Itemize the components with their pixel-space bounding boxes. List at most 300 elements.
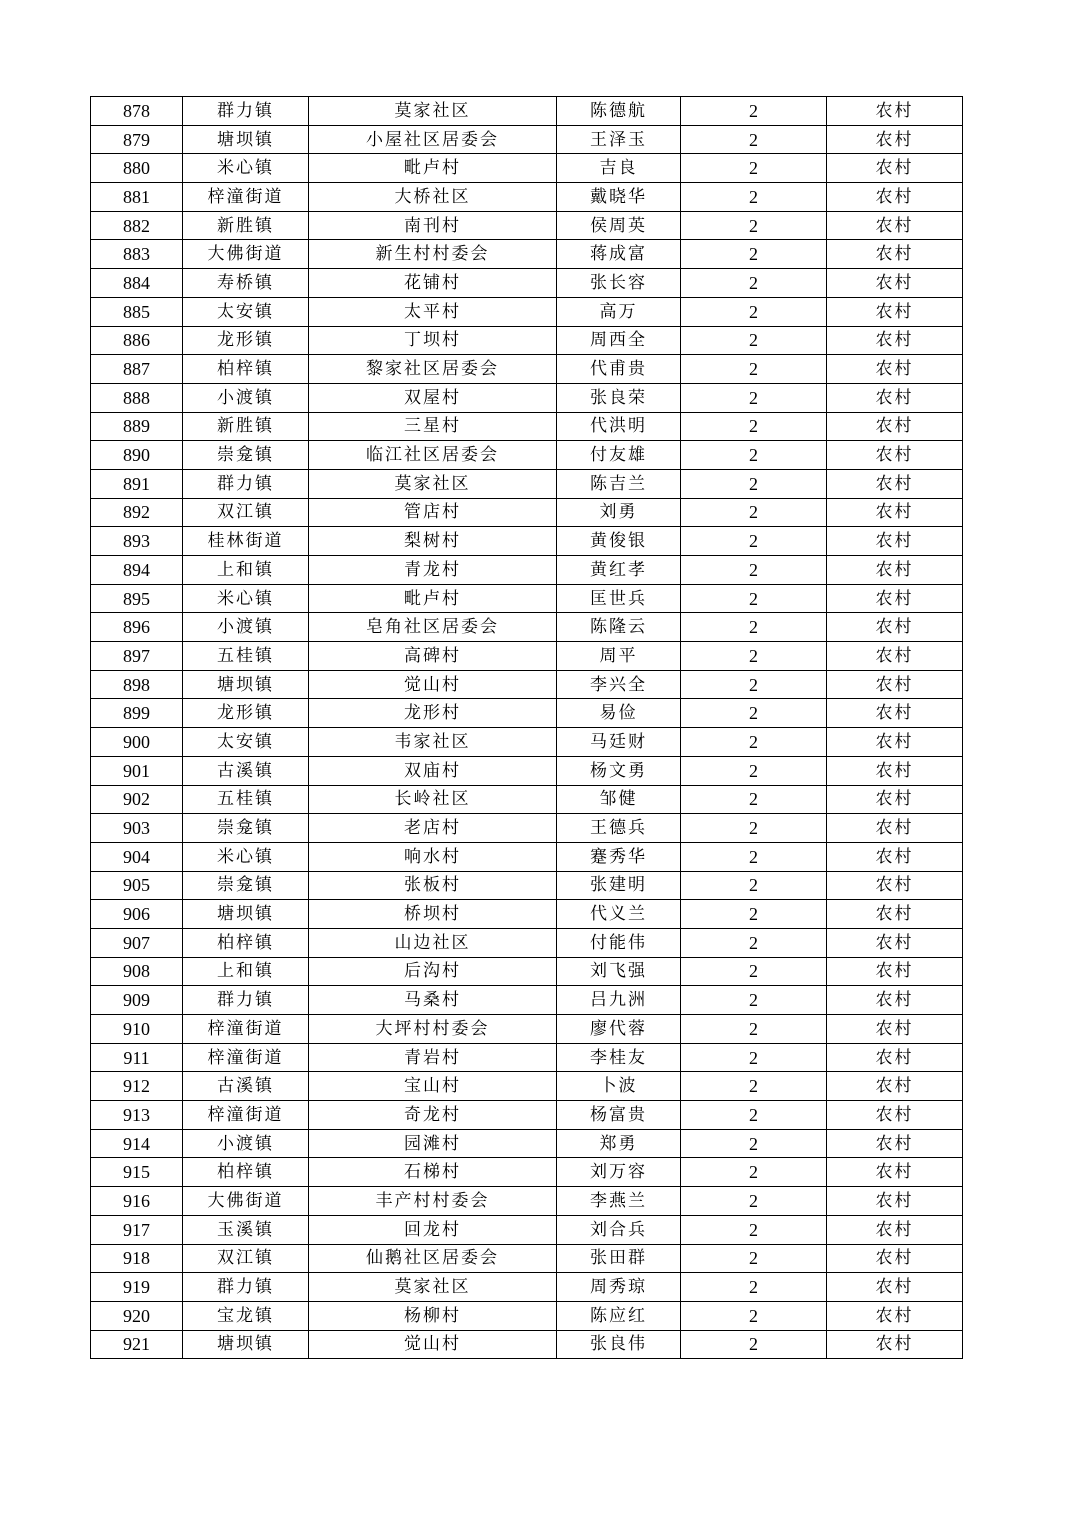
area-type-cell: 农村 — [827, 556, 963, 585]
table-row — [91, 125, 963, 154]
village-cell: 石梯村 — [309, 1158, 557, 1187]
village-cell: 张板村 — [309, 871, 557, 900]
person-name-cell: 刘勇 — [557, 498, 681, 527]
sequence-number-cell: 912 — [91, 1072, 183, 1101]
town-cell: 塘坝镇 — [183, 1330, 309, 1359]
person-name-cell: 杨文勇 — [557, 756, 681, 785]
table-row — [91, 1043, 963, 1072]
town-cell: 塘坝镇 — [183, 670, 309, 699]
town-cell: 梓潼街道 — [183, 1101, 309, 1130]
village-cell: 梨树村 — [309, 527, 557, 556]
area-type-cell: 农村 — [827, 1158, 963, 1187]
area-type-cell: 农村 — [827, 756, 963, 785]
table-row — [91, 240, 963, 269]
village-cell: 莫家社区 — [309, 1273, 557, 1302]
table-row — [91, 699, 963, 728]
area-type-cell: 农村 — [827, 269, 963, 298]
person-name-cell: 代洪明 — [557, 412, 681, 441]
town-cell: 塘坝镇 — [183, 900, 309, 929]
area-type-cell: 农村 — [827, 1015, 963, 1044]
sequence-number-cell: 880 — [91, 154, 183, 183]
person-name-cell: 刘合兵 — [557, 1215, 681, 1244]
sequence-number-cell: 905 — [91, 871, 183, 900]
table-row — [91, 527, 963, 556]
household-count-cell: 2 — [681, 928, 827, 957]
town-cell: 大佛街道 — [183, 1187, 309, 1216]
village-cell: 双庙村 — [309, 756, 557, 785]
sequence-number-cell: 897 — [91, 642, 183, 671]
area-type-cell: 农村 — [827, 1187, 963, 1216]
person-name-cell: 代甫贵 — [557, 355, 681, 384]
table-row — [91, 1158, 963, 1187]
household-count-cell: 2 — [681, 1043, 827, 1072]
table-row — [91, 1215, 963, 1244]
household-count-cell: 2 — [681, 556, 827, 585]
household-count-cell: 2 — [681, 584, 827, 613]
sequence-number-cell: 910 — [91, 1015, 183, 1044]
table-row — [91, 1129, 963, 1158]
roster-table — [90, 96, 963, 1359]
village-cell: 回龙村 — [309, 1215, 557, 1244]
sequence-number-cell: 879 — [91, 125, 183, 154]
household-count-cell: 2 — [681, 785, 827, 814]
table-row — [91, 412, 963, 441]
household-count-cell: 2 — [681, 441, 827, 470]
village-cell: 韦家社区 — [309, 728, 557, 757]
person-name-cell: 张建明 — [557, 871, 681, 900]
area-type-cell: 农村 — [827, 1043, 963, 1072]
area-type-cell: 农村 — [827, 355, 963, 384]
town-cell: 群力镇 — [183, 97, 309, 126]
sequence-number-cell: 889 — [91, 412, 183, 441]
area-type-cell: 农村 — [827, 1215, 963, 1244]
sequence-number-cell: 916 — [91, 1187, 183, 1216]
sequence-number-cell: 902 — [91, 785, 183, 814]
town-cell: 新胜镇 — [183, 412, 309, 441]
village-cell: 大坪村村委会 — [309, 1015, 557, 1044]
sequence-number-cell: 898 — [91, 670, 183, 699]
table-row — [91, 613, 963, 642]
area-type-cell: 农村 — [827, 699, 963, 728]
table-row — [91, 211, 963, 240]
village-cell: 管店村 — [309, 498, 557, 527]
town-cell: 玉溪镇 — [183, 1215, 309, 1244]
town-cell: 崇龛镇 — [183, 871, 309, 900]
town-cell: 上和镇 — [183, 957, 309, 986]
household-count-cell: 2 — [681, 1273, 827, 1302]
town-cell: 龙形镇 — [183, 326, 309, 355]
table-row — [91, 269, 963, 298]
table-row — [91, 871, 963, 900]
person-name-cell: 周平 — [557, 642, 681, 671]
area-type-cell: 农村 — [827, 1301, 963, 1330]
person-name-cell: 李燕兰 — [557, 1187, 681, 1216]
table-row — [91, 1101, 963, 1130]
town-cell: 双江镇 — [183, 498, 309, 527]
area-type-cell: 农村 — [827, 211, 963, 240]
table-row — [91, 642, 963, 671]
sequence-number-cell: 913 — [91, 1101, 183, 1130]
town-cell: 小渡镇 — [183, 383, 309, 412]
household-count-cell: 2 — [681, 97, 827, 126]
village-cell: 龙形村 — [309, 699, 557, 728]
village-cell: 奇龙村 — [309, 1101, 557, 1130]
sequence-number-cell: 890 — [91, 441, 183, 470]
area-type-cell: 农村 — [827, 441, 963, 470]
town-cell: 龙形镇 — [183, 699, 309, 728]
village-cell: 觉山村 — [309, 670, 557, 699]
household-count-cell: 2 — [681, 699, 827, 728]
table-row — [91, 1187, 963, 1216]
sequence-number-cell: 895 — [91, 584, 183, 613]
village-cell: 青龙村 — [309, 556, 557, 585]
household-count-cell: 2 — [681, 613, 827, 642]
village-cell: 山边社区 — [309, 928, 557, 957]
person-name-cell: 陈吉兰 — [557, 469, 681, 498]
table-row — [91, 785, 963, 814]
roster-table-body — [91, 97, 963, 1359]
household-count-cell: 2 — [681, 670, 827, 699]
village-cell: 丁坝村 — [309, 326, 557, 355]
sequence-number-cell: 920 — [91, 1301, 183, 1330]
household-count-cell: 2 — [681, 1015, 827, 1044]
person-name-cell: 付能伟 — [557, 928, 681, 957]
sequence-number-cell: 882 — [91, 211, 183, 240]
area-type-cell: 农村 — [827, 1244, 963, 1273]
sequence-number-cell: 888 — [91, 383, 183, 412]
sequence-number-cell: 919 — [91, 1273, 183, 1302]
household-count-cell: 2 — [681, 1187, 827, 1216]
person-name-cell: 张良伟 — [557, 1330, 681, 1359]
sequence-number-cell: 891 — [91, 469, 183, 498]
sequence-number-cell: 915 — [91, 1158, 183, 1187]
table-row — [91, 183, 963, 212]
person-name-cell: 卜波 — [557, 1072, 681, 1101]
area-type-cell: 农村 — [827, 1273, 963, 1302]
area-type-cell: 农村 — [827, 97, 963, 126]
town-cell: 小渡镇 — [183, 1129, 309, 1158]
village-cell: 觉山村 — [309, 1330, 557, 1359]
household-count-cell: 2 — [681, 1129, 827, 1158]
person-name-cell: 蹇秀华 — [557, 842, 681, 871]
table-row — [91, 986, 963, 1015]
table-row — [91, 1301, 963, 1330]
person-name-cell: 易俭 — [557, 699, 681, 728]
area-type-cell: 农村 — [827, 785, 963, 814]
town-cell: 小渡镇 — [183, 613, 309, 642]
household-count-cell: 2 — [681, 269, 827, 298]
village-cell: 临江社区居委会 — [309, 441, 557, 470]
area-type-cell: 农村 — [827, 928, 963, 957]
person-name-cell: 邹健 — [557, 785, 681, 814]
sequence-number-cell: 896 — [91, 613, 183, 642]
area-type-cell: 农村 — [827, 383, 963, 412]
town-cell: 塘坝镇 — [183, 125, 309, 154]
person-name-cell: 陈隆云 — [557, 613, 681, 642]
household-count-cell: 2 — [681, 154, 827, 183]
town-cell: 新胜镇 — [183, 211, 309, 240]
village-cell: 三星村 — [309, 412, 557, 441]
town-cell: 双江镇 — [183, 1244, 309, 1273]
household-count-cell: 2 — [681, 527, 827, 556]
town-cell: 柏梓镇 — [183, 1158, 309, 1187]
household-count-cell: 2 — [681, 871, 827, 900]
household-count-cell: 2 — [681, 756, 827, 785]
town-cell: 米心镇 — [183, 842, 309, 871]
sequence-number-cell: 921 — [91, 1330, 183, 1359]
area-type-cell: 农村 — [827, 986, 963, 1015]
household-count-cell: 2 — [681, 297, 827, 326]
person-name-cell: 陈应红 — [557, 1301, 681, 1330]
town-cell: 群力镇 — [183, 1273, 309, 1302]
area-type-cell: 农村 — [827, 469, 963, 498]
town-cell: 米心镇 — [183, 154, 309, 183]
sequence-number-cell: 881 — [91, 183, 183, 212]
area-type-cell: 农村 — [827, 154, 963, 183]
village-cell: 老店村 — [309, 814, 557, 843]
person-name-cell: 刘万容 — [557, 1158, 681, 1187]
town-cell: 上和镇 — [183, 556, 309, 585]
town-cell: 崇龛镇 — [183, 814, 309, 843]
table-row — [91, 584, 963, 613]
sequence-number-cell: 886 — [91, 326, 183, 355]
person-name-cell: 吕九洲 — [557, 986, 681, 1015]
person-name-cell: 黄红孝 — [557, 556, 681, 585]
town-cell: 五桂镇 — [183, 642, 309, 671]
household-count-cell: 2 — [681, 814, 827, 843]
village-cell: 新生村村委会 — [309, 240, 557, 269]
person-name-cell: 张长容 — [557, 269, 681, 298]
village-cell: 杨柳村 — [309, 1301, 557, 1330]
person-name-cell: 吉良 — [557, 154, 681, 183]
town-cell: 古溪镇 — [183, 756, 309, 785]
household-count-cell: 2 — [681, 1072, 827, 1101]
table-row — [91, 756, 963, 785]
person-name-cell: 郑勇 — [557, 1129, 681, 1158]
table-row — [91, 957, 963, 986]
table-row — [91, 1244, 963, 1273]
sequence-number-cell: 909 — [91, 986, 183, 1015]
household-count-cell: 2 — [681, 986, 827, 1015]
sequence-number-cell: 878 — [91, 97, 183, 126]
sequence-number-cell: 903 — [91, 814, 183, 843]
household-count-cell: 2 — [681, 1158, 827, 1187]
household-count-cell: 2 — [681, 1301, 827, 1330]
area-type-cell: 农村 — [827, 125, 963, 154]
town-cell: 梓潼街道 — [183, 1043, 309, 1072]
sequence-number-cell: 887 — [91, 355, 183, 384]
person-name-cell: 陈德航 — [557, 97, 681, 126]
area-type-cell: 农村 — [827, 240, 963, 269]
household-count-cell: 2 — [681, 842, 827, 871]
town-cell: 寿桥镇 — [183, 269, 309, 298]
household-count-cell: 2 — [681, 240, 827, 269]
area-type-cell: 农村 — [827, 842, 963, 871]
area-type-cell: 农村 — [827, 584, 963, 613]
table-row — [91, 1072, 963, 1101]
village-cell: 南刊村 — [309, 211, 557, 240]
town-cell: 梓潼街道 — [183, 183, 309, 212]
household-count-cell: 2 — [681, 412, 827, 441]
table-row — [91, 900, 963, 929]
village-cell: 大桥社区 — [309, 183, 557, 212]
sequence-number-cell: 918 — [91, 1244, 183, 1273]
household-count-cell: 2 — [681, 642, 827, 671]
person-name-cell: 匡世兵 — [557, 584, 681, 613]
person-name-cell: 侯周英 — [557, 211, 681, 240]
area-type-cell: 农村 — [827, 498, 963, 527]
household-count-cell: 2 — [681, 1244, 827, 1273]
village-cell: 响水村 — [309, 842, 557, 871]
town-cell: 柏梓镇 — [183, 928, 309, 957]
town-cell: 米心镇 — [183, 584, 309, 613]
household-count-cell: 2 — [681, 900, 827, 929]
table-row — [91, 469, 963, 498]
village-cell: 毗卢村 — [309, 154, 557, 183]
village-cell: 皂角社区居委会 — [309, 613, 557, 642]
table-row — [91, 97, 963, 126]
village-cell: 园滩村 — [309, 1129, 557, 1158]
area-type-cell: 农村 — [827, 1129, 963, 1158]
village-cell: 后沟村 — [309, 957, 557, 986]
table-row — [91, 728, 963, 757]
person-name-cell: 戴晓华 — [557, 183, 681, 212]
town-cell: 五桂镇 — [183, 785, 309, 814]
person-name-cell: 高万 — [557, 297, 681, 326]
town-cell: 太安镇 — [183, 297, 309, 326]
sequence-number-cell: 906 — [91, 900, 183, 929]
area-type-cell: 农村 — [827, 1101, 963, 1130]
table-row — [91, 383, 963, 412]
area-type-cell: 农村 — [827, 957, 963, 986]
person-name-cell: 张田群 — [557, 1244, 681, 1273]
town-cell: 柏梓镇 — [183, 355, 309, 384]
household-count-cell: 2 — [681, 1330, 827, 1359]
household-count-cell: 2 — [681, 211, 827, 240]
town-cell: 宝龙镇 — [183, 1301, 309, 1330]
village-cell: 马桑村 — [309, 986, 557, 1015]
village-cell: 高碑村 — [309, 642, 557, 671]
person-name-cell: 周秀琼 — [557, 1273, 681, 1302]
person-name-cell: 张良荣 — [557, 383, 681, 412]
household-count-cell: 2 — [681, 355, 827, 384]
sequence-number-cell: 883 — [91, 240, 183, 269]
area-type-cell: 农村 — [827, 183, 963, 212]
sequence-number-cell: 908 — [91, 957, 183, 986]
village-cell: 丰产村村委会 — [309, 1187, 557, 1216]
sequence-number-cell: 901 — [91, 756, 183, 785]
person-name-cell: 王德兵 — [557, 814, 681, 843]
table-row — [91, 297, 963, 326]
town-cell: 群力镇 — [183, 986, 309, 1015]
household-count-cell: 2 — [681, 498, 827, 527]
household-count-cell: 2 — [681, 326, 827, 355]
household-count-cell: 2 — [681, 728, 827, 757]
household-count-cell: 2 — [681, 383, 827, 412]
sequence-number-cell: 899 — [91, 699, 183, 728]
person-name-cell: 李兴全 — [557, 670, 681, 699]
sequence-number-cell: 917 — [91, 1215, 183, 1244]
person-name-cell: 黄俊银 — [557, 527, 681, 556]
table-row — [91, 1330, 963, 1359]
table-row — [91, 1015, 963, 1044]
person-name-cell: 蒋成富 — [557, 240, 681, 269]
area-type-cell: 农村 — [827, 871, 963, 900]
person-name-cell: 廖代蓉 — [557, 1015, 681, 1044]
sequence-number-cell: 900 — [91, 728, 183, 757]
person-name-cell: 李桂友 — [557, 1043, 681, 1072]
village-cell: 黎家社区居委会 — [309, 355, 557, 384]
household-count-cell: 2 — [681, 469, 827, 498]
household-count-cell: 2 — [681, 957, 827, 986]
person-name-cell: 刘飞强 — [557, 957, 681, 986]
town-cell: 大佛街道 — [183, 240, 309, 269]
area-type-cell: 农村 — [827, 613, 963, 642]
village-cell: 桥坝村 — [309, 900, 557, 929]
village-cell: 莫家社区 — [309, 469, 557, 498]
area-type-cell: 农村 — [827, 642, 963, 671]
sequence-number-cell: 914 — [91, 1129, 183, 1158]
sequence-number-cell: 893 — [91, 527, 183, 556]
table-row — [91, 498, 963, 527]
town-cell: 梓潼街道 — [183, 1015, 309, 1044]
area-type-cell: 农村 — [827, 728, 963, 757]
sequence-number-cell: 892 — [91, 498, 183, 527]
person-name-cell: 杨富贵 — [557, 1101, 681, 1130]
table-row — [91, 441, 963, 470]
table-row — [91, 326, 963, 355]
table-row — [91, 670, 963, 699]
sequence-number-cell: 885 — [91, 297, 183, 326]
town-cell: 群力镇 — [183, 469, 309, 498]
sequence-number-cell: 911 — [91, 1043, 183, 1072]
area-type-cell: 农村 — [827, 670, 963, 699]
area-type-cell: 农村 — [827, 1330, 963, 1359]
table-row — [91, 556, 963, 585]
person-name-cell: 付友雄 — [557, 441, 681, 470]
area-type-cell: 农村 — [827, 900, 963, 929]
village-cell: 长岭社区 — [309, 785, 557, 814]
sequence-number-cell: 884 — [91, 269, 183, 298]
area-type-cell: 农村 — [827, 412, 963, 441]
household-count-cell: 2 — [681, 125, 827, 154]
village-cell: 毗卢村 — [309, 584, 557, 613]
village-cell: 花铺村 — [309, 269, 557, 298]
table-row — [91, 814, 963, 843]
village-cell: 小屋社区居委会 — [309, 125, 557, 154]
town-cell: 太安镇 — [183, 728, 309, 757]
household-count-cell: 2 — [681, 1215, 827, 1244]
person-name-cell: 周西全 — [557, 326, 681, 355]
table-row — [91, 154, 963, 183]
area-type-cell: 农村 — [827, 297, 963, 326]
person-name-cell: 马廷财 — [557, 728, 681, 757]
table-row — [91, 355, 963, 384]
sequence-number-cell: 904 — [91, 842, 183, 871]
area-type-cell: 农村 — [827, 326, 963, 355]
village-cell: 青岩村 — [309, 1043, 557, 1072]
sequence-number-cell: 894 — [91, 556, 183, 585]
town-cell: 古溪镇 — [183, 1072, 309, 1101]
village-cell: 莫家社区 — [309, 97, 557, 126]
village-cell: 宝山村 — [309, 1072, 557, 1101]
table-row — [91, 842, 963, 871]
village-cell: 双屋村 — [309, 383, 557, 412]
household-count-cell: 2 — [681, 183, 827, 212]
area-type-cell: 农村 — [827, 1072, 963, 1101]
village-cell: 仙鹅社区居委会 — [309, 1244, 557, 1273]
area-type-cell: 农村 — [827, 814, 963, 843]
